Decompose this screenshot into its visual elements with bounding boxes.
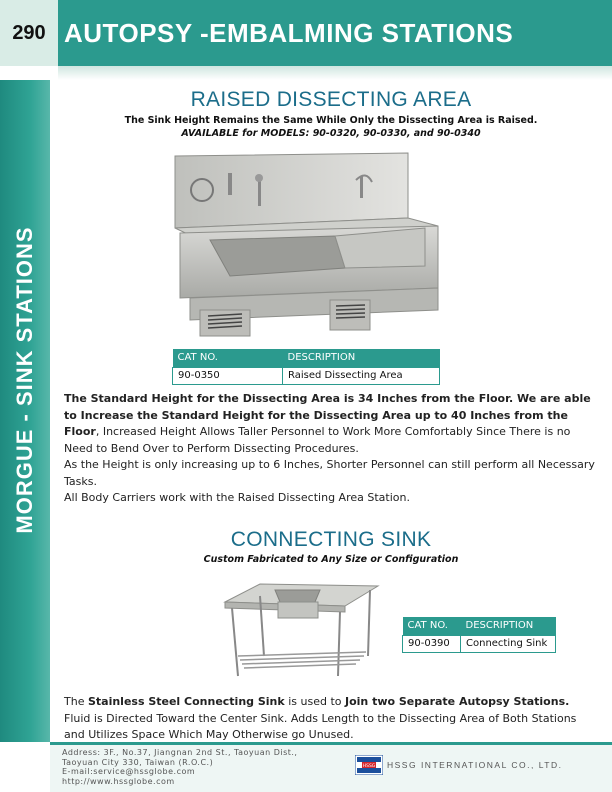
footer-contact (62, 748, 297, 786)
connecting-sink-image (220, 572, 380, 682)
connecting-para-d: Join two Separate Autopsy Stations. (345, 695, 570, 708)
website-link[interactable]: http://www.hssglobe.com (62, 776, 175, 786)
connecting-para-e: Fluid is Directed Toward the Center Sink. Adds Length to the Dissecting Area of Both Stations and Utilizes Space Which May Otherwise go Unused. (64, 711, 577, 741)
connecting-description (64, 694, 598, 744)
header-shadow (58, 66, 612, 80)
raised-catalog-table (172, 349, 440, 385)
raised-section-models: AVAILABLE for MODELS: 90-0320, 90-0330, and 90-0340 (181, 128, 481, 139)
page-title: AUTOPSY -EMBALMING STATIONS (58, 0, 612, 66)
side-bar (0, 80, 50, 742)
raised-section-subtitle: The Sink Height Remains the Same While Only the Dissecting Area is Raised. (124, 115, 538, 126)
cat-no-header: CAT NO. (403, 617, 461, 635)
connecting-section-title: CONNECTING SINK (230, 528, 432, 551)
cat-no-cell: 90-0350 (173, 367, 283, 384)
side-bar-label: MORGUE - SINK STATIONS (12, 226, 37, 534)
footer-divider (50, 742, 612, 745)
table-row (403, 635, 556, 652)
company-logo-icon (355, 755, 383, 775)
logo-text: HSSG (362, 764, 376, 769)
description-header: DESCRIPTION (283, 349, 440, 367)
description-cell: Connecting Sink (461, 635, 556, 652)
connecting-para-a: The (64, 695, 88, 708)
connecting-section-subtitle: Custom Fabricated to Any Size or Configuration (203, 554, 459, 565)
raised-para-1-bold: The Standard Height for the Dissecting Area is 34 Inches from the Floor. We are able to Increase the Standard Height for the Dissecting Area up to 40 Inches from the Floor (64, 392, 591, 438)
raised-para-1-rest: , Increased Height Allows Taller Personnel to Work More Comfortably Since There is no Need to Bend Over to Perform Dissecting Procedures. (64, 425, 571, 455)
description-header: DESCRIPTION (461, 617, 556, 635)
raised-section-title: RAISED DISSECTING AREA (190, 88, 472, 111)
cat-no-cell: 90-0390 (403, 635, 461, 652)
company-name: HSSG INTERNATIONAL CO., LTD. (387, 760, 563, 770)
email-link[interactable]: E-mail:service@hssglobe.com (62, 767, 196, 776)
raised-para-3: All Body Carriers work with the Raised Dissecting Area Station. (64, 491, 410, 504)
connecting-para-b: Stainless Steel Connecting Sink (87, 695, 285, 708)
raised-dissecting-station-image (170, 148, 445, 343)
page-number: 290 (0, 0, 58, 66)
raised-para-2: As the Height is only increasing up to 6 Inches, Shorter Personnel can still perform all Necessary Tasks. (64, 458, 595, 488)
connecting-catalog-table (402, 617, 556, 653)
table-row (173, 367, 440, 384)
raised-description (64, 391, 598, 507)
address-line-2: Taoyuan City 330, Taiwan (R.O.C.) (62, 757, 214, 767)
cat-no-header: CAT NO. (173, 349, 283, 367)
description-cell: Raised Dissecting Area (283, 367, 440, 384)
connecting-para-c: is used to (284, 695, 345, 708)
raised-para-1 (64, 391, 598, 457)
address-line-1: Address: 3F., No.37, Jiangnan 2nd St., Taoyuan Dist., (62, 748, 298, 757)
